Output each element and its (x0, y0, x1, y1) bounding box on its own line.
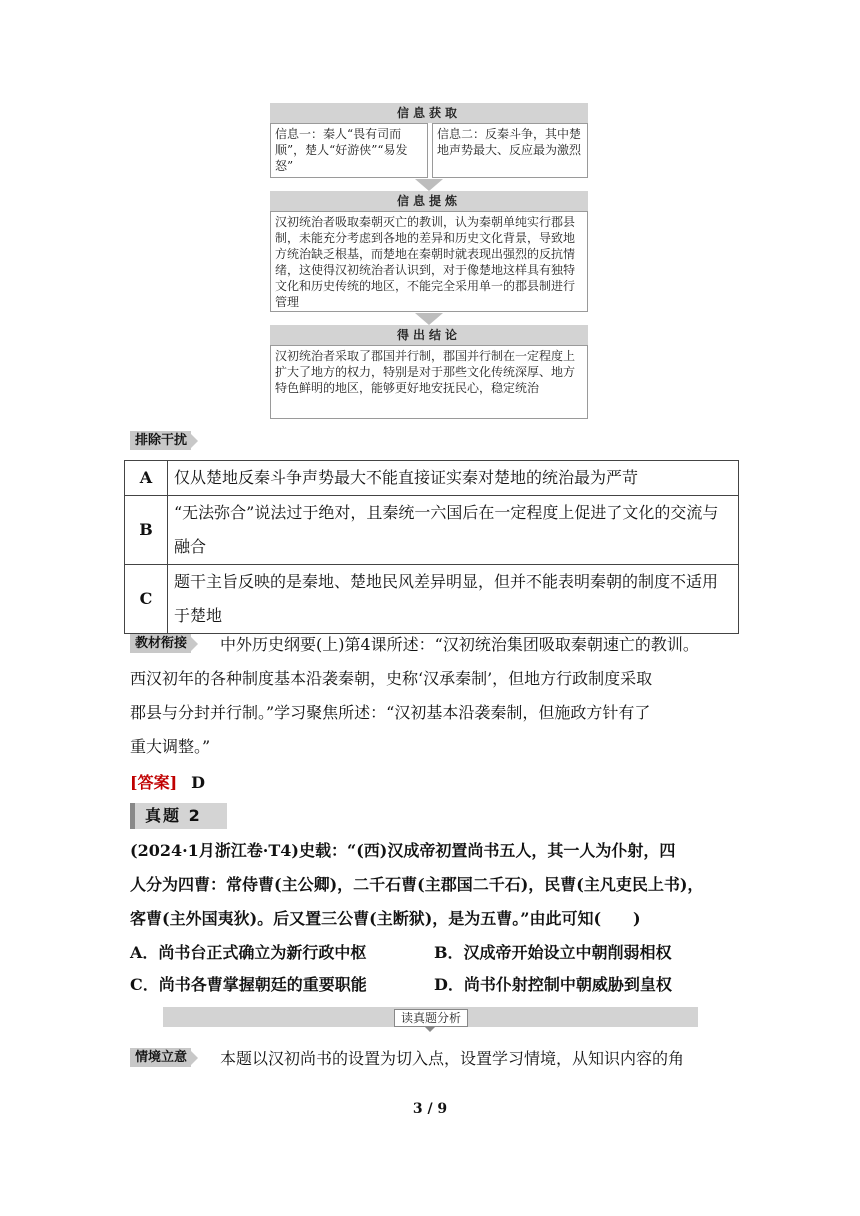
page-number: 3 / 9 (412, 1101, 448, 1117)
table-row (125, 496, 739, 565)
option-letter: C (125, 565, 168, 634)
answer-label: [答案] (130, 773, 178, 792)
question-line: 人分为四曹：常侍曹(主公卿)，二千石曹(主郡国二千石)，民曹(主凡吏民上书)， (130, 875, 704, 894)
flowchart-header-conclusion: 得出结论 (270, 325, 588, 345)
question-title: 真题 2 (130, 803, 227, 829)
info-two-box: 信息二：反秦斗争，其中楚地声势最大、反应最为激烈 (432, 123, 588, 178)
choice-b: B．汉成帝开始设立中朝削弱相权 (434, 943, 672, 962)
textbook-link-tag: 教材衔接 (130, 634, 191, 653)
question-line: (2024·1月浙江卷·T4)史载：“(西)汉成帝初置尚书五人，其一人为仆射，四 (130, 841, 676, 860)
analysis-band-label: 读真题分析 (394, 1009, 468, 1027)
flowchart-header-info-refine: 信息提炼 (270, 191, 588, 211)
caret-down-icon (424, 1026, 436, 1032)
conclusion-box: 汉初统治者采取了郡国并行制，郡国并行制在一定程度上扩大了地方的权力，特别是对于那些文化传统深厚、地方特色鲜明的地区，能够更好地安抚民心，稳定统治 (270, 345, 588, 419)
down-arrow-icon (415, 179, 443, 191)
question-line: 客曹(主外国夷狄)。后又置三公曹(主断狱)，是为五曹。”由此可知( ) (130, 909, 641, 928)
textbook-line: 重大调整。” (130, 737, 211, 756)
option-letter: B (125, 496, 168, 565)
textbook-line: 西汉初年的各种制度基本沿袭秦朝，史称‘汉承秦制’，但地方行政制度采取 (130, 669, 653, 688)
option-text: 题干主旨反映的是秦地、楚地民风差异明显，但并不能表明秦朝的制度不适用于楚地 (168, 565, 739, 634)
textbook-line: 郡县与分封并行制。”学习聚焦所述：“汉初基本沿袭秦制，但施政方针有了 (130, 703, 651, 722)
table-row (125, 565, 739, 634)
choice-d: D．尚书仆射控制中朝威胁到皇权 (434, 975, 672, 994)
answer-line (130, 766, 205, 800)
table-row (125, 461, 739, 496)
textbook-line: 中外历史纲要(上)第4课所述：“汉初统治集团吸取秦朝速亡的教训。 (220, 635, 699, 654)
option-text: “无法弥合”说法过于绝对，且秦统一六国后在一定程度上促进了文化的交流与融合 (168, 496, 739, 565)
options-table (124, 460, 739, 634)
refine-box: 汉初统治者吸取秦朝灭亡的教训，认为秦朝单纯实行郡县制，未能充分考虑到各地的差异和历史文化背景，导致地方统治缺乏根基，而楚地在秦朝时就表现出强烈的反抗情绪，这使得汉初统治者认识到，对于像楚地这样具有独特文化和历史传统的地区，不能完全采用单一的郡县制进行管理 (270, 211, 588, 312)
situation-text: 本题以汉初尚书的设置为切入点，设置学习情境，从知识内容的角 (220, 1049, 685, 1068)
option-text: 仅从楚地反秦斗争声势最大不能直接证实秦对楚地的统治最为严苛 (168, 461, 739, 496)
choice-a: A．尚书台正式确立为新行政中枢 (130, 943, 367, 962)
option-letter: A (125, 461, 168, 496)
situation-tag: 情境立意 (130, 1048, 191, 1067)
flowchart-header-info-acquire: 信息获取 (270, 103, 588, 123)
choice-c: C．尚书各曹掌握朝廷的重要职能 (130, 975, 367, 994)
down-arrow-icon (415, 313, 443, 325)
exclude-interference-tag: 排除干扰 (130, 431, 191, 450)
info-one-box: 信息一：秦人“畏有司而顺”，楚人“好游侠”“易发怒” (270, 123, 428, 178)
answer-value: D (191, 773, 206, 792)
